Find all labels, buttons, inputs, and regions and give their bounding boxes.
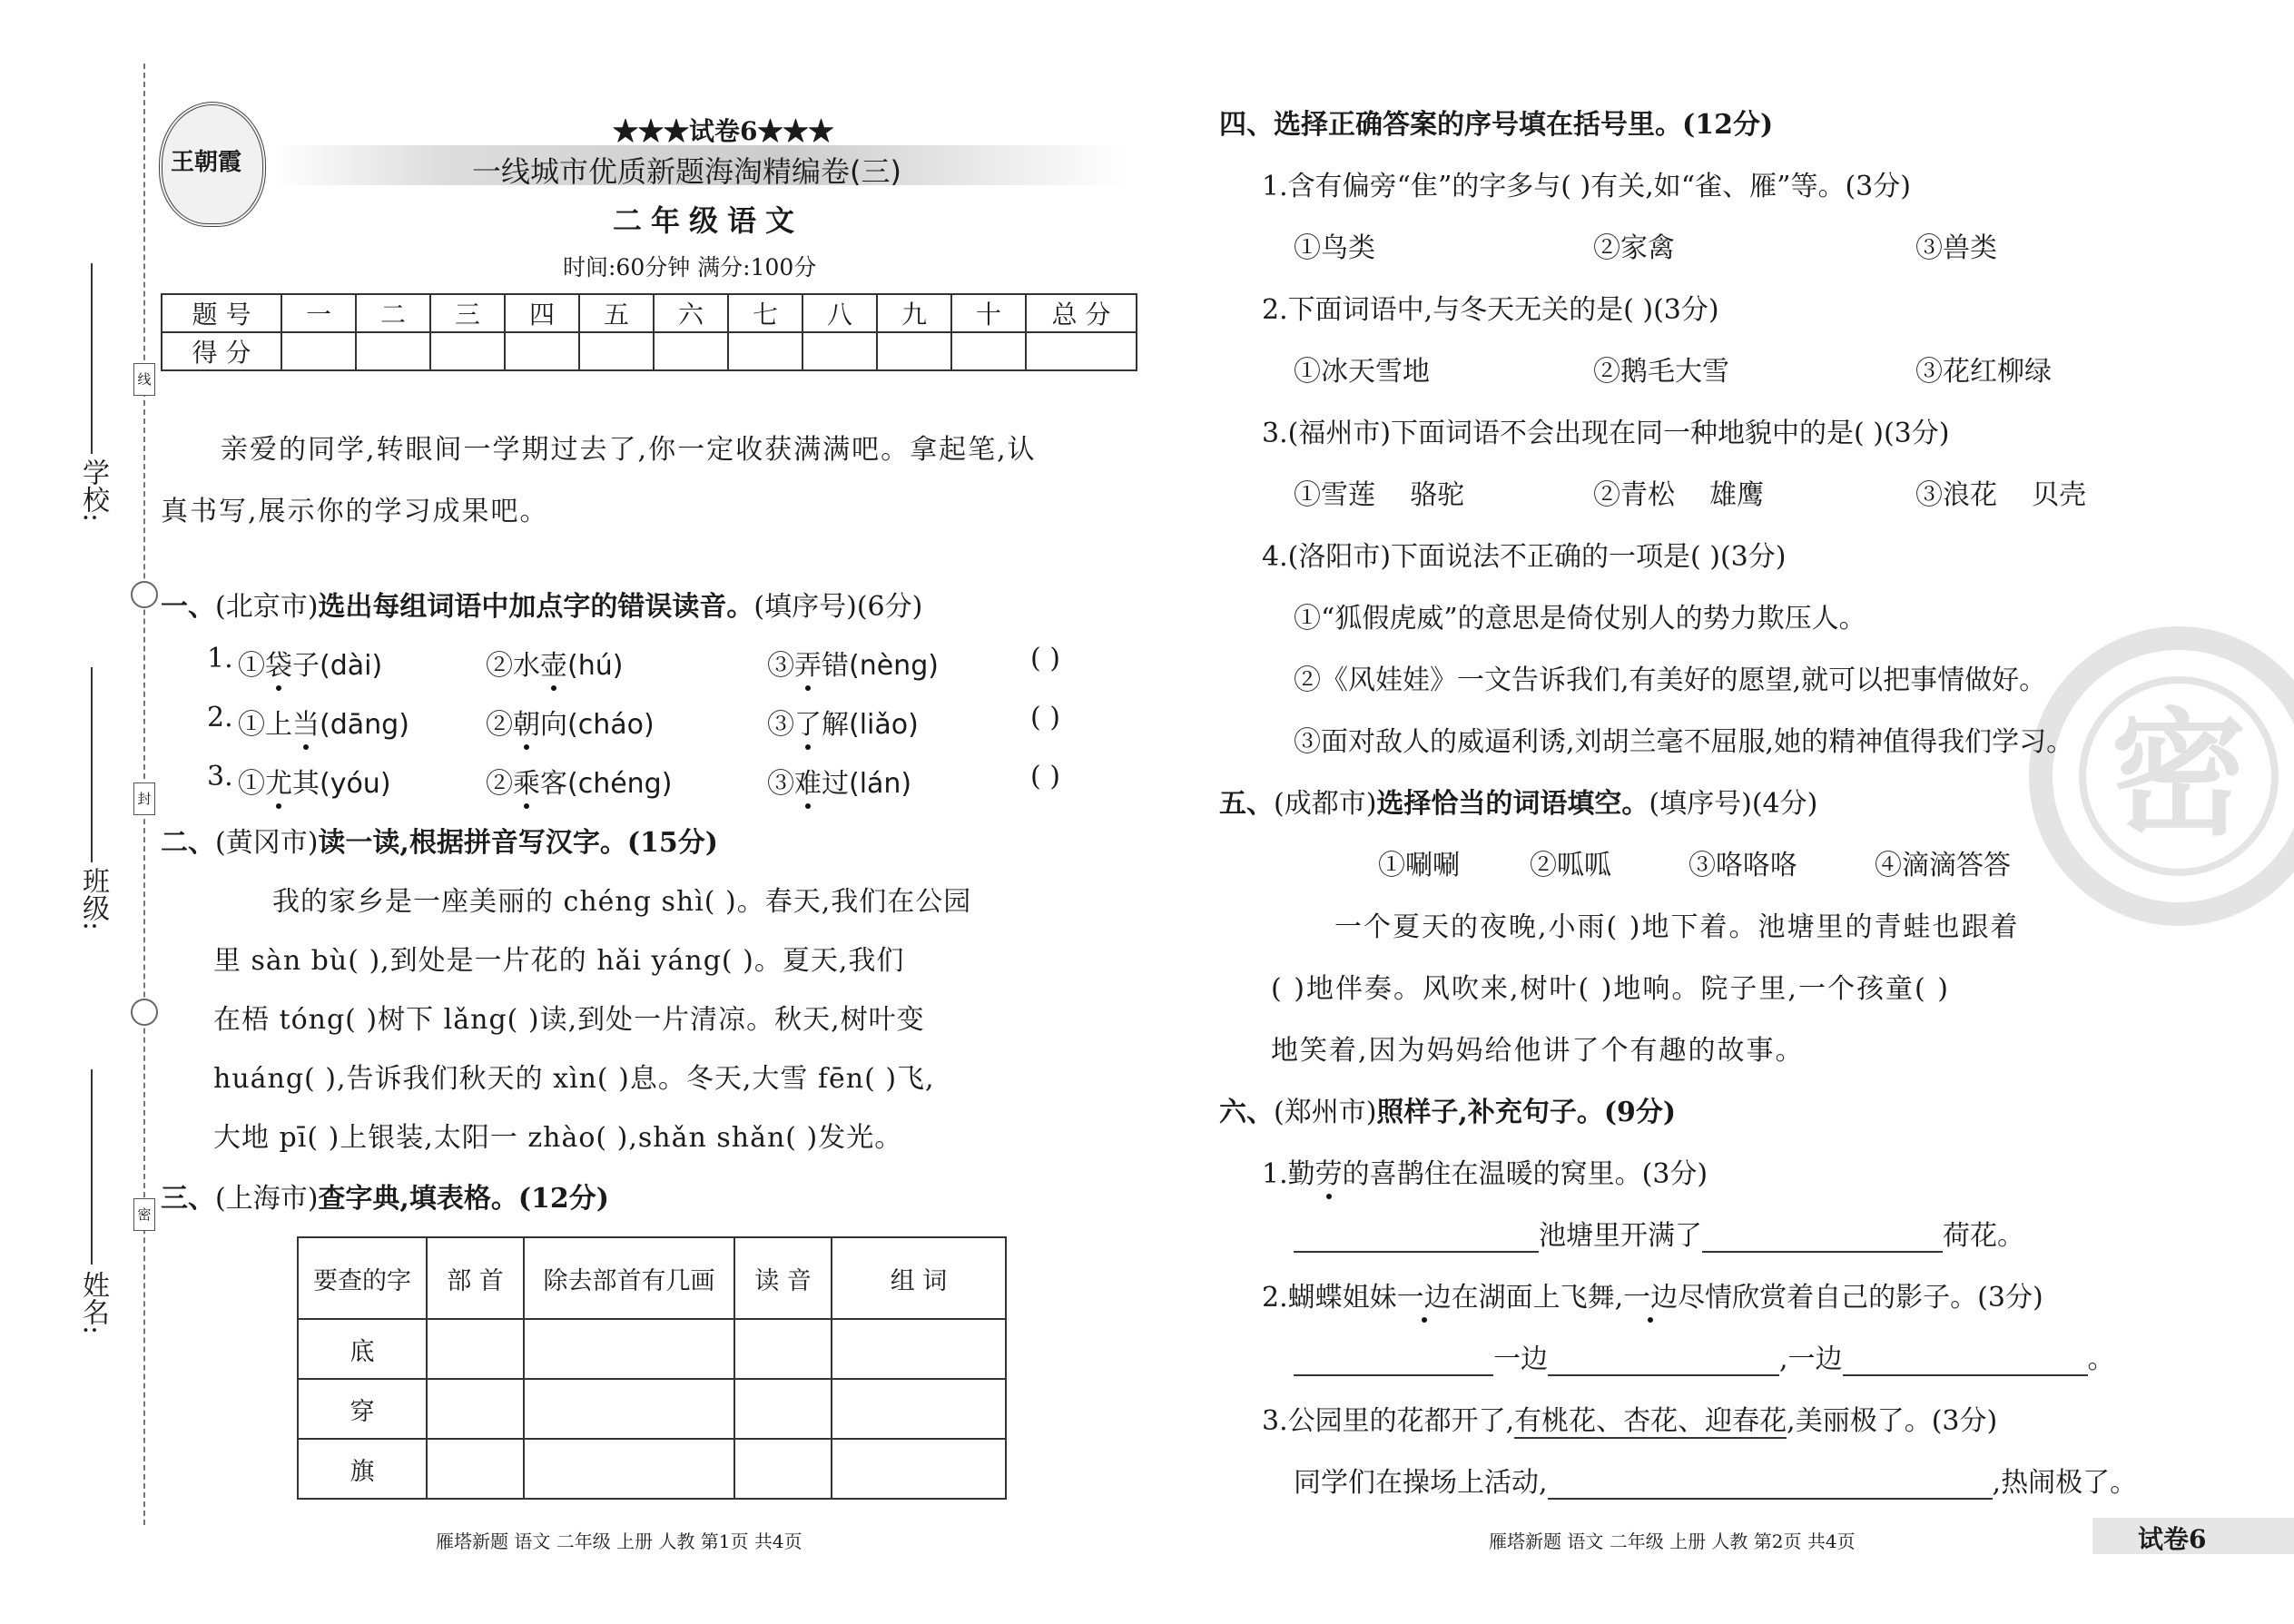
answer-paren[interactable]: ( ) <box>1030 761 1060 792</box>
intro-line: 亲爱的同学,转眼间一学期过去了,你一定收获满满吧。拿起笔,认 <box>221 434 1037 466</box>
score-cell[interactable] <box>281 332 356 370</box>
q2-line[interactable]: huáng( ),告诉我们秋天的 xìn( )息。冬天,大雪 fēn( )飞, <box>213 1063 935 1095</box>
q6-fill-2[interactable]: 一边 ,一边 。 <box>1294 1336 2115 1376</box>
score-header-cell: 十 <box>951 294 1026 332</box>
answer-paren[interactable]: ( ) <box>1030 702 1060 733</box>
dict-cell[interactable] <box>734 1319 832 1379</box>
score-cell[interactable] <box>430 332 505 370</box>
q4-option[interactable]: ①鸟类 <box>1294 232 1375 264</box>
q4-option[interactable]: ②青松 雄鹰 <box>1593 479 1765 511</box>
score-cell[interactable] <box>728 332 802 370</box>
score-header-cell: 二 <box>356 294 430 332</box>
q1-option[interactable]: ②朝向(cháo) <box>486 709 655 741</box>
q5-option: ③咯咯咯 <box>1689 850 1797 881</box>
q6-example-2: 2.蝴蝶姐妹一边在湖面上飞舞,一边尽情欣赏着自己的影子。(3分) <box>1262 1282 2043 1314</box>
corner-paper-number: 试卷6 <box>2138 1524 2207 1554</box>
q2-line[interactable]: 在梧 tóng( )树下 lǎng( )读,到处一片清凉。秋天,树叶变 <box>213 1004 925 1036</box>
q1-option[interactable]: ③了解(liǎo) <box>767 709 919 741</box>
score-header-cell: 一 <box>281 294 356 332</box>
q4-option[interactable]: ②鹅毛大雪 <box>1593 356 1729 388</box>
footer-left: 雁塔新题 语文 二年级 上册 人教 第1页 共4页 <box>436 1530 802 1552</box>
score-header-cell: 四 <box>505 294 579 332</box>
paper-number: ★★★试卷6★★★ <box>613 116 834 146</box>
dict-cell[interactable] <box>734 1379 832 1439</box>
footer-right: 雁塔新题 语文 二年级 上册 人教 第2页 共4页 <box>1489 1530 1856 1552</box>
q6-example-1: 1.勤劳的喜鹊住在温暖的窝里。(3分) <box>1262 1158 1708 1190</box>
name-label: 姓名: <box>77 1271 109 1335</box>
q5-title: 五、(成都市)选择恰当的词语填空。(填序号)(4分) <box>1219 788 1818 820</box>
q2-line[interactable]: 我的家乡是一座美丽的 chéng shì( )。春天,我们在公园 <box>272 886 972 918</box>
dict-cell[interactable] <box>524 1379 734 1439</box>
q1-option[interactable]: ②乘客(chéng) <box>486 768 673 800</box>
watermark-char: 密 <box>2079 676 2279 876</box>
dict-header: 组 词 <box>832 1237 1006 1319</box>
score-header-cell: 八 <box>802 294 877 332</box>
school-label: 学校: <box>77 458 109 523</box>
score-header-cell: 七 <box>728 294 802 332</box>
name-blank <box>91 1069 93 1265</box>
dict-header: 读 音 <box>734 1237 832 1319</box>
seal-mark-xian: 线 <box>133 363 155 396</box>
score-cell[interactable] <box>505 332 579 370</box>
seal-mark-feng: 封 <box>133 782 155 815</box>
dict-cell[interactable] <box>427 1319 524 1379</box>
q4-stem: 1.含有偏旁“隹”的字多与( )有关,如“雀、雁”等。(3分) <box>1262 171 1911 202</box>
dict-cell[interactable] <box>832 1379 1006 1439</box>
q1-option[interactable]: ①尤其(yóu) <box>238 768 391 800</box>
dict-char: 旗 <box>298 1439 427 1499</box>
dict-cell[interactable] <box>734 1439 832 1499</box>
score-cell[interactable] <box>654 332 728 370</box>
score-cell[interactable] <box>951 332 1026 370</box>
dict-cell[interactable] <box>524 1439 734 1499</box>
q1-option[interactable]: ①上当(dāng) <box>238 709 409 741</box>
binding-hole <box>131 581 158 608</box>
score-header-cell: 九 <box>877 294 951 332</box>
dict-cell[interactable] <box>427 1379 524 1439</box>
q1-option[interactable]: ②水壶(hú) <box>486 650 624 682</box>
q4-stem: 4.(洛阳市)下面说法不正确的一项是( )(3分) <box>1262 541 1787 573</box>
q4-option[interactable]: ①冰天雪地 <box>1294 356 1430 388</box>
q4-option[interactable]: ③兽类 <box>1915 232 1997 264</box>
q4-stem: 3.(福州市)下面词语不会出现在同一种地貌中的是( )(3分) <box>1262 418 1950 449</box>
score-cell[interactable] <box>1026 332 1137 370</box>
answer-paren[interactable]: ( ) <box>1030 643 1060 674</box>
score-header-cell: 五 <box>579 294 654 332</box>
class-blank <box>91 667 93 862</box>
q4-option[interactable]: ②《风娃娃》一文告诉我们,有美好的愿望,就可以把事情做好。 <box>1294 664 2047 696</box>
q2-title: 二、(黄冈市)读一读,根据拼音写汉字。(15分) <box>161 827 719 859</box>
binding-hole <box>131 999 158 1026</box>
score-cell[interactable] <box>877 332 951 370</box>
q5-option: ①唰唰 <box>1378 850 1460 881</box>
q4-option[interactable]: ②家禽 <box>1593 232 1675 264</box>
score-cell[interactable] <box>579 332 654 370</box>
q6-title: 六、(郑州市)照样子,补充句子。(9分) <box>1219 1097 1677 1128</box>
dict-header: 部 首 <box>427 1237 524 1319</box>
q1-title: 一、(北京市)选出每组词语中加点字的错误读音。(填序号)(6分) <box>161 591 923 623</box>
q4-option[interactable]: ③花红柳绿 <box>1915 356 2052 388</box>
class-label: 班级: <box>77 867 109 931</box>
q4-option[interactable]: ①“狐假虎威”的意思是倚仗别人的势力欺压人。 <box>1294 603 1866 635</box>
dict-cell[interactable] <box>832 1439 1006 1499</box>
q5-line: 地笑着,因为妈妈给他讲了个有趣的故事。 <box>1271 1035 1805 1067</box>
dict-char: 穿 <box>298 1379 427 1439</box>
q5-option: ④滴滴答答 <box>1875 850 2011 881</box>
q6-fill-1[interactable]: 池塘里开满了 荷花。 <box>1294 1213 2024 1253</box>
q4-option[interactable]: ③面对敌人的威逼利诱,刘胡兰毫不屈服,她的精神值得我们学习。 <box>1294 726 2074 758</box>
q1-option[interactable]: ③难过(lán) <box>767 768 912 800</box>
dict-char: 底 <box>298 1319 427 1379</box>
score-header-cell: 总 分 <box>1026 294 1137 332</box>
q6-fill-3[interactable]: 同学们在操场上活动, ,热闹极了。 <box>1294 1467 2138 1499</box>
series-title: 一线城市优质新题海淘精编卷(三) <box>472 154 901 189</box>
score-header-cell: 题 号 <box>162 294 281 332</box>
dict-cell[interactable] <box>524 1319 734 1379</box>
q4-option[interactable]: ①雪莲 骆驼 <box>1294 479 1465 511</box>
time-score: 时间:60分钟 满分:100分 <box>563 254 817 281</box>
q3-title: 三、(上海市)查字典,填表格。(12分) <box>161 1183 610 1215</box>
q5-line[interactable]: ( )地伴奏。风吹来,树叶( )地响。院子里,一个孩童( ) <box>1271 973 1950 1005</box>
q6-example-3: 3.公园里的花都开了,有桃花、杏花、迎春花,美丽极了。(3分) <box>1262 1405 1998 1437</box>
dict-header: 要查的字 <box>298 1237 427 1319</box>
q4-stem: 2.下面词语中,与冬天无关的是( )(3分) <box>1262 294 1719 326</box>
dictionary-table <box>297 1236 1007 1500</box>
q1-option[interactable]: ③弄错(nèng) <box>767 650 939 682</box>
score-header-cell: 六 <box>654 294 728 332</box>
score-cell[interactable] <box>802 332 877 370</box>
q4-title: 四、选择正确答案的序号填在括号里。(12分) <box>1219 109 1774 141</box>
subject-title: 二年级语文 <box>613 203 804 238</box>
school-blank <box>91 263 93 454</box>
seal-mark-mi: 密 <box>133 1198 155 1231</box>
q2-line[interactable]: 里 sàn bù( ),到处是一片花的 hǎi yáng( )。夏天,我们 <box>213 945 905 977</box>
score-cell[interactable] <box>356 332 430 370</box>
brand-name: 王朝霞 <box>171 149 242 176</box>
dict-cell[interactable] <box>427 1439 524 1499</box>
intro-line: 真书写,展示你的学习成果吧。 <box>161 496 549 527</box>
score-table <box>161 293 1137 371</box>
q2-line[interactable]: 大地 pī( )上银装,太阳一 zhào( ),shǎn shǎn( )发光。 <box>213 1122 903 1154</box>
q4-option[interactable]: ③浪花 贝壳 <box>1915 479 2087 511</box>
score-row-label: 得 分 <box>162 332 281 370</box>
q1-option[interactable]: ①袋子(dài) <box>238 650 383 682</box>
q5-option: ②呱呱 <box>1530 850 1611 881</box>
dict-header: 除去部首有几画 <box>524 1237 734 1319</box>
dict-cell[interactable] <box>832 1319 1006 1379</box>
score-header-cell: 三 <box>430 294 505 332</box>
q5-line[interactable]: 一个夏天的夜晚,小雨( )地下着。池塘里的青蛙也跟着 <box>1334 911 2020 943</box>
